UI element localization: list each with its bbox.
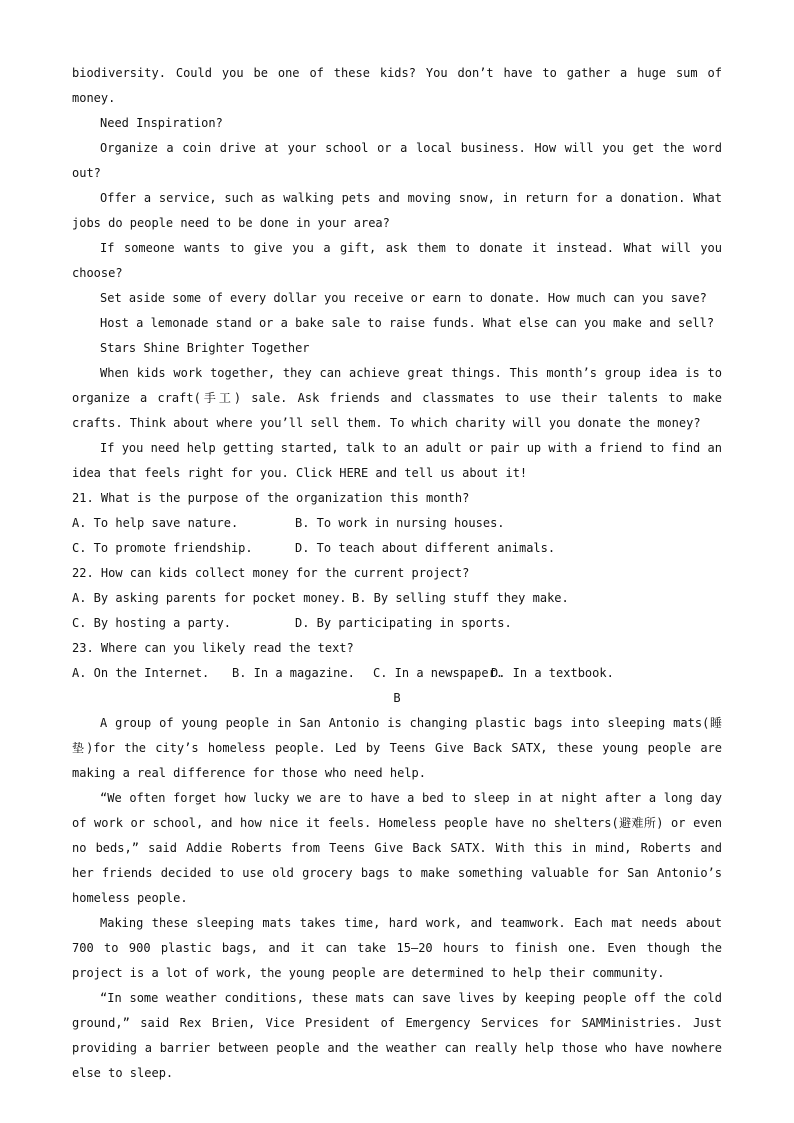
document-body	[72, 61, 722, 1086]
option-b: B. In a magazine.	[232, 666, 355, 680]
option-c: C. By hosting a party.	[72, 616, 231, 630]
question-stem: 22. How can kids collect money for the current project?	[72, 566, 470, 580]
option-d: D. In a textbook.	[491, 666, 614, 680]
passage-a-paragraph: biodiversity. Could you be one of these kids? You don’t have to gather a huge sum of money.	[72, 66, 722, 105]
option-d: D. By participating in sports.	[295, 616, 512, 630]
option-row	[72, 661, 722, 686]
option-row	[72, 611, 722, 636]
question-stem: 23. Where can you likely read the text?	[72, 641, 354, 655]
passage-a-paragraph: Offer a service, such as walking pets and moving snow, in return for a donation. What jobs do people need to be done in your area?	[72, 191, 722, 230]
option-d: D. To teach about different animals.	[295, 541, 556, 555]
passage-b-paragraph: “In some weather conditions, these mats can save lives by keeping people off the cold ground,” said Rex Brien, Vice President of Emergency Services for SAMMinistries. Just providing a barrier between people and the weather can really help those who have nowhere else to sleep.	[72, 991, 722, 1080]
passage-b-paragraph: Making these sleeping mats takes time, hard work, and teamwork. Each mat needs about 700 to 900 plastic bags, and it can take 15—20 hours to finish one. Even though the project is a lot of work, the young people are determined to help their community.	[72, 916, 722, 980]
passage-b-paragraph: A group of young people in San Antonio is changing plastic bags into sleeping mats(睡垫)for the city’s homeless people. Led by Teens Give Back SATX, these young people are making a real difference for those who need help.	[72, 716, 722, 780]
passage-a-paragraph: Set aside some of every dollar you receive or earn to donate. How much can you save?	[100, 291, 707, 305]
option-row	[72, 586, 722, 611]
passage-b-paragraph: “We often forget how lucky we are to have a bed to sleep in at night after a long day of work or school, and how nice it feels. Homeless people have no shelters(避难所) or even no beds,” said Addie Roberts from Teens Give Back SATX. With this in mind, Roberts and her friends decided to use old grocery bags to make something valuable for San Antonio’s homeless people.	[72, 791, 722, 905]
option-b: B. By selling stuff they make.	[352, 591, 569, 605]
passage-a-paragraph: Host a lemonade stand or a bake sale to raise funds. What else can you make and sell?	[100, 316, 715, 330]
option-a: A. To help save nature.	[72, 516, 239, 530]
passage-a-heading: Stars Shine Brighter Together	[100, 341, 310, 355]
option-row	[72, 511, 722, 536]
passage-a-paragraph: When kids work together, they can achieve great things. This month’s group idea is to organize a craft(手工) sale. Ask friends and classmates to use their talents to make crafts. Think about where you’ll sell them. To which charity will you donate the money?	[72, 366, 722, 430]
option-c: C. In a newspaper.	[373, 666, 504, 680]
passage-b-label: B	[393, 691, 401, 705]
passage-a-paragraph: Organize a coin drive at your school or a local business. How will you get the word out?	[72, 141, 722, 180]
option-a: A. On the Internet.	[72, 666, 210, 680]
passage-a-paragraph: If you need help getting started, talk to an adult or pair up with a friend to find an idea that feels right for you. Click HERE and tell us about it!	[72, 441, 722, 480]
option-c: C. To promote friendship.	[72, 541, 253, 555]
option-b: B. To work in nursing houses.	[295, 516, 505, 530]
option-row	[72, 536, 722, 561]
passage-a-paragraph: If someone wants to give you a gift, ask them to donate it instead. What will you choose?	[72, 241, 722, 280]
question-stem: 21. What is the purpose of the organization this month?	[72, 491, 470, 505]
passage-a-heading: Need Inspiration?	[100, 116, 223, 130]
option-a: A. By asking parents for pocket money.	[72, 591, 347, 605]
